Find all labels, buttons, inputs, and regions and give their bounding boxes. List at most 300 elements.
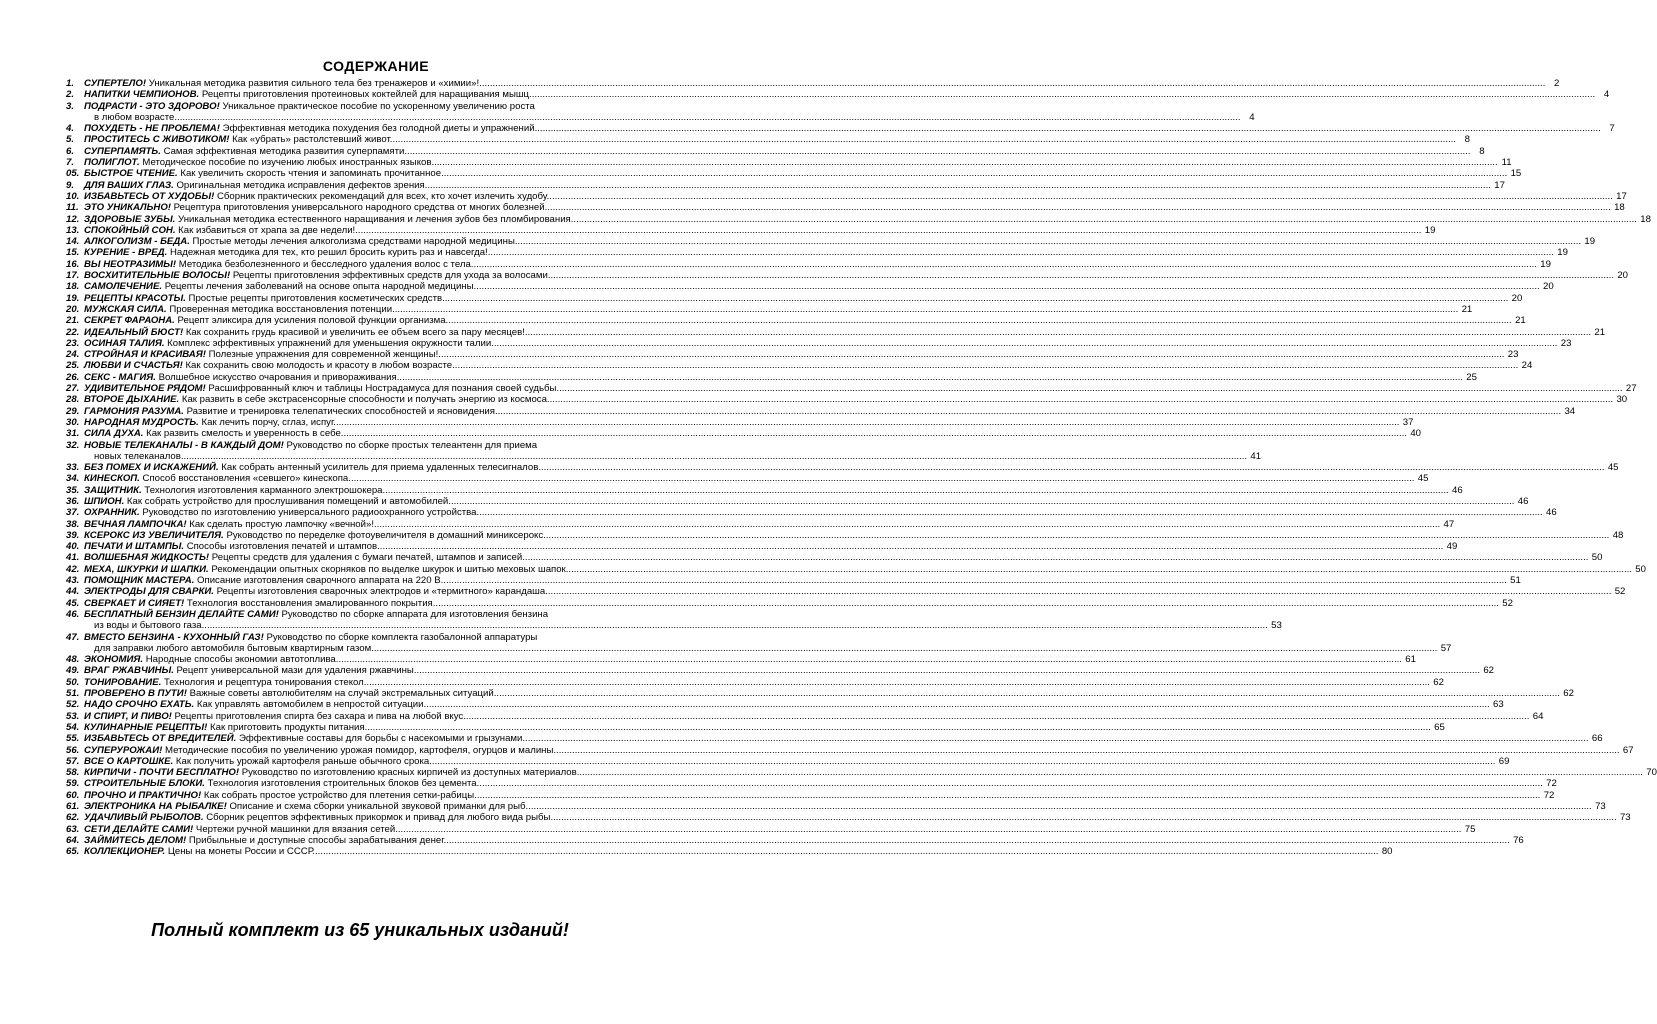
toc-entry xyxy=(66,789,1555,801)
leader-dots: ................................................................................................................................................................................................................................................................................................................................................................................................................ xyxy=(550,812,1617,824)
entry-page: 7 xyxy=(1609,123,1615,135)
leader-dots: ................................................................................................................................................................................................................................................................................................................................................................................................................ xyxy=(431,157,1498,169)
entry-description: Описание изготовления сварочного аппарата на 220 В xyxy=(197,575,441,587)
entry-number: 20. xyxy=(66,303,80,315)
entry-title: ТОНИРОВАНИЕ. xyxy=(84,676,162,688)
leader-dots: ................................................................................................................................................................................................................................................................................................................................................................................................................ xyxy=(452,360,1519,372)
entry-description: Рецепты лечения заболеваний на основе опыта народной медицины xyxy=(164,281,474,293)
entry-page: 52 xyxy=(1614,586,1626,598)
entry-title: УДИВИТЕЛЬНОЕ РЯДОМ! xyxy=(84,383,206,395)
leader-dots: ................................................................................................................................................................................................................................................................................................................................................................................................................ xyxy=(514,236,1582,248)
entry-title: ЛЮБВИ И СЧАСТЬЯ! xyxy=(84,360,183,372)
entry-number: 52. xyxy=(66,699,80,711)
entry-description: Сборник рецептов эффективных прикормок и привад для любого вида рыбы xyxy=(206,812,551,824)
entry-description: Рекомендации опытных скорняков по выделке шкурок и шитью меховых шапок xyxy=(211,563,566,575)
entry-number: 40. xyxy=(66,541,80,553)
toc-entry xyxy=(66,101,686,112)
entry-page: 47 xyxy=(1443,518,1455,530)
entry-description: Оригинальная методика исправления дефектов зрения xyxy=(176,179,425,191)
entry-number: 60. xyxy=(66,789,80,801)
entry-number: 53. xyxy=(66,710,80,722)
entry-page: 73 xyxy=(1619,812,1631,824)
entry-number: 65. xyxy=(66,846,80,858)
toc-entry xyxy=(66,665,1494,677)
toc-entry xyxy=(66,224,1436,236)
entry-number: 54. xyxy=(66,721,80,733)
entry-page: 63 xyxy=(1493,699,1504,711)
entry-description: Важные советы автолюбителям на случай экстремальных ситуаций xyxy=(189,688,494,700)
toc-entry xyxy=(66,190,1627,202)
entry-page: 24 xyxy=(1521,360,1533,372)
leader-dots: ................................................................................................................................................................................................................................................................................................................................................................................................................ xyxy=(544,202,1611,214)
entry-title: УДАЧЛИВЫЙ РЫБОЛОВ. xyxy=(84,812,204,824)
entry-number: 50. xyxy=(66,676,80,688)
entry-title: ОСИНАЯ ТАЛИЯ. xyxy=(84,337,165,349)
leader-dots: ................................................................................................................................................................................................................................................................................................................................................................................................................ xyxy=(525,801,1592,812)
leader-dots: ................................................................................................................................................................................................................................................................................................................................................................................................................ xyxy=(538,462,1605,474)
leader-dots: ................................................................................................................................................................................................................................................................................................................................................................................................................ xyxy=(546,394,1614,406)
leader-dots: ................................................................................................................................................................................................................................................................................................................................................................................................................ xyxy=(524,326,1592,338)
entry-title: МУЖСКАЯ СИЛА. xyxy=(84,303,167,315)
entry-title: ПЕЧАТИ И ШТАМПЫ. xyxy=(84,541,185,553)
toc-entry xyxy=(66,529,1624,541)
leader-dots: ................................................................................................................................................................................................................................................................................................................................................................................................................ xyxy=(423,699,1490,711)
entry-number: 15. xyxy=(66,247,80,259)
entry-number: 32. xyxy=(66,439,80,451)
entry-number: 51. xyxy=(66,688,80,700)
leader-dots: ................................................................................................................................................................................................................................................................................................................................................................................................................ xyxy=(546,190,1613,202)
entry-page: 52 xyxy=(1502,597,1513,609)
toc-entry xyxy=(66,507,1557,519)
entry-title: ЗДОРОВЫЕ ЗУБЫ. xyxy=(84,213,176,225)
entry-number: 12. xyxy=(66,213,80,225)
entry-description: Чертежи ручной машинки для вязания сетей xyxy=(195,823,396,835)
entry-page: 25 xyxy=(1466,371,1477,383)
toc-entry xyxy=(66,247,1568,259)
leader-dots: ................................................................................................................................................................................................................................................................................................................................................................................................................ xyxy=(364,721,1431,733)
entry-title: ВОСХИТИТЕЛЬНЫЕ ВОЛОСЫ! xyxy=(84,270,231,282)
toc-entry xyxy=(66,654,1416,666)
entry-description: Руководство по изготовлению универсального радиоохранного устройства xyxy=(142,507,477,519)
entry-description: Прибыльные и доступные способы зарабатывания денег xyxy=(188,834,444,846)
entry-description: Как развить смелость и уверенность в себе xyxy=(146,428,341,440)
toc-entry xyxy=(66,767,1657,779)
entry-title: ПОХУДЕТЬ - НЕ ПРОБЛЕМА! xyxy=(84,123,220,135)
entry-title: СВЕРКАЕТ И СИЯЕТ! xyxy=(84,597,185,609)
toc-entry xyxy=(66,123,1615,135)
toc-entry xyxy=(66,281,1554,293)
entry-title: ВМЕСТО БЕНЗИНА - КУХОННЫЙ ГАЗ! xyxy=(84,631,264,643)
entry-title: ЭКОНОМИЯ. xyxy=(84,654,144,666)
page-title: СОДЕРЖАНИЕ xyxy=(322,58,430,74)
entry-page: 2 xyxy=(1554,78,1560,89)
entry-description: Технология изготовления карманного электрошокера xyxy=(144,484,383,496)
entry-title: СПОКОЙНЫЙ СОН. xyxy=(84,224,176,236)
entry-title: НАПИТКИ ЧЕМПИОНОВ. xyxy=(84,89,200,101)
entry-description: Рецепты средств для удаления с бумаги печатей, штампов и записей xyxy=(211,552,523,564)
toc-entry xyxy=(66,89,1610,101)
entry-page: 67 xyxy=(1622,744,1634,756)
entry-number: 05. xyxy=(66,168,80,180)
entry-number: 16. xyxy=(66,258,80,270)
leader-dots: ................................................................................................................................................................................................................................................................................................................................................................................................................ xyxy=(348,473,1415,485)
toc-entry xyxy=(66,157,1512,169)
entry-description: Как управлять автомобилем в непростой ситуации xyxy=(196,699,424,711)
entry-description: Сборник практических рекомендаций для всех, кто хочет излечить худобу xyxy=(217,190,547,202)
toc-entry xyxy=(66,541,1458,553)
entry-number: 45. xyxy=(66,597,80,609)
entry-description: Эффективные составы для борьбы с насекомыми и грызунами xyxy=(238,733,523,745)
entry-page: 50 xyxy=(1635,563,1646,575)
leader-dots: ................................................................................................................................................................................................................................................................................................................................................................................................................ xyxy=(438,349,1505,361)
entry-number: 34. xyxy=(66,473,80,485)
entry-title: ЭЛЕКТРОНИКА НА РЫБАЛКЕ! xyxy=(84,801,227,812)
leader-dots: ................................................................................................................................................................................................................................................................................................................................................................................................................ xyxy=(565,563,1632,575)
leader-dots: ................................................................................................................................................................................................................................................................................................................................................................................................................ xyxy=(404,145,1471,157)
entry-number: 64. xyxy=(66,834,80,846)
leader-dots: ................................................................................................................................................................................................................................................................................................................................................................................................................ xyxy=(443,834,1510,846)
leader-dots: ................................................................................................................................................................................................................................................................................................................................................................................................................ xyxy=(174,111,1241,123)
entry-page: 17 xyxy=(1616,190,1627,202)
leader-dots: ................................................................................................................................................................................................................................................................................................................................................................................................................ xyxy=(335,654,1402,666)
leader-dots: ................................................................................................................................................................................................................................................................................................................................................................................................................ xyxy=(396,371,1463,383)
toc-entry xyxy=(66,473,1429,485)
entry-page: 23 xyxy=(1560,337,1572,349)
toc-entry xyxy=(66,394,1628,406)
toc-entry xyxy=(66,721,1445,733)
entry-description: Волшебное искусство очарования и привораживания xyxy=(158,371,397,383)
entry-page: 45 xyxy=(1417,473,1429,485)
entry-page: 64 xyxy=(1532,710,1544,722)
entry-number: 25. xyxy=(66,360,80,372)
entry-description: Руководство по переделке фотоувеличителя в домашний миниксерокс xyxy=(226,529,544,541)
toc-entry xyxy=(66,518,1455,530)
entry-page: 72 xyxy=(1543,789,1555,801)
leader-dots: ................................................................................................................................................................................................................................................................................................................................................................................................................ xyxy=(543,529,1610,541)
leader-dots: ................................................................................................................................................................................................................................................................................................................................................................................................................ xyxy=(463,710,1530,722)
leader-dots: ................................................................................................................................................................................................................................................................................................................................................................................................................ xyxy=(371,642,1438,654)
entry-page: 19 xyxy=(1584,236,1596,248)
entry-page: 57 xyxy=(1440,642,1452,654)
entry-page: 34 xyxy=(1564,405,1576,417)
entry-page: 80 xyxy=(1381,846,1393,858)
leader-dots: ................................................................................................................................................................................................................................................................................................................................................................................................................ xyxy=(201,620,1268,632)
entry-page: 15 xyxy=(1510,168,1522,180)
entry-description-continued: для заправки любого автомобиля бытовым квартирным газом xyxy=(94,642,372,654)
entry-page: 23 xyxy=(1507,349,1519,361)
entry-description: Как получить урожай картофеля раньше обычного срока xyxy=(175,755,430,767)
entry-number: 1. xyxy=(66,78,75,89)
leader-dots: ................................................................................................................................................................................................................................................................................................................................................................................................................ xyxy=(312,846,1379,858)
entry-description: Технология изготовления строительных блоков без цемента xyxy=(207,778,477,790)
toc-entry xyxy=(66,405,1576,417)
leader-dots: ................................................................................................................................................................................................................................................................................................................................................................................................................ xyxy=(340,428,1407,440)
entry-number: 22. xyxy=(66,326,80,338)
entry-title: РЕЦЕПТЫ КРАСОТЫ. xyxy=(84,292,186,304)
entry-number: 10. xyxy=(66,190,80,202)
entry-title: КУРЕНИЕ - ВРЕД. xyxy=(84,247,168,259)
entry-description: Надежная методика для тех, кто решил бросить курить раз и навсегда! xyxy=(169,247,488,259)
entry-number: 30. xyxy=(66,416,80,428)
entry-description: Как собрать устройство для прослушивания помещений и автомобилей xyxy=(126,495,449,507)
entry-title: ЭЛЕКТРОДЫ ДЛЯ СВАРКИ. xyxy=(84,586,214,598)
entry-description-continued: в любом возрасте xyxy=(94,111,175,123)
entry-title: ЗАЩИТНИК. xyxy=(84,484,142,496)
entry-number: 59. xyxy=(66,778,80,790)
entry-description: Рецепт универсальной мази для удаления ржавчины xyxy=(176,665,414,677)
entry-title: КИНЕСКОП. xyxy=(84,473,140,485)
entry-number: 17. xyxy=(66,270,80,282)
toc-entry xyxy=(66,383,1637,395)
entry-description: Рецепты изготовления сварочных электродов и «термитного» карандаша xyxy=(216,586,546,598)
entry-title: КСЕРОКС ИЗ УВЕЛИЧИТЕЛЯ. xyxy=(84,529,224,541)
entry-page: 70 xyxy=(1646,767,1657,779)
leader-dots: ................................................................................................................................................................................................................................................................................................................................................................................................................ xyxy=(432,597,1499,609)
entry-number: 46. xyxy=(66,608,80,620)
leader-dots: ................................................................................................................................................................................................................................................................................................................................................................................................................ xyxy=(576,767,1643,779)
entry-number: 49. xyxy=(66,665,80,677)
entry-page: 21 xyxy=(1515,315,1526,327)
entry-description-continued: из воды и бытового газа xyxy=(94,620,202,632)
leader-dots: ................................................................................................................................................................................................................................................................................................................................................................................................................ xyxy=(522,552,1589,564)
entry-page: 72 xyxy=(1546,778,1557,790)
entry-page: 50 xyxy=(1591,552,1603,564)
leader-dots: ................................................................................................................................................................................................................................................................................................................................................................................................................ xyxy=(545,586,1612,598)
toc-entry xyxy=(66,632,686,643)
entry-title: ЭТО УНИКАЛЬНО! xyxy=(84,202,171,214)
toc-entry xyxy=(66,744,1634,756)
entry-title: И СПИРТ, И ПИВО! xyxy=(84,710,172,722)
entry-page: 51 xyxy=(1510,575,1521,587)
entry-description: Как собрать простое устройство для плетения сетки-рабицы xyxy=(203,789,475,801)
toc-entry xyxy=(66,597,1513,609)
leader-dots: ................................................................................................................................................................................................................................................................................................................................................................................................................ xyxy=(491,337,1558,349)
entry-title: ШПИОН. xyxy=(84,495,125,507)
toc-entry xyxy=(66,213,1651,225)
toc-entry xyxy=(66,710,1544,722)
toc-entry xyxy=(66,778,1557,790)
entry-number: 14. xyxy=(66,236,80,248)
toc-entry-continuation xyxy=(66,620,1282,632)
entry-page: 20 xyxy=(1543,281,1554,293)
entry-description: Рецепты приготовления эффективных средств для ухода за волосами xyxy=(232,270,548,282)
entry-description: Руководство по изготовлению красных кирпичей из доступных материалов xyxy=(241,767,577,779)
entry-title: ИДЕАЛЬНЫЙ БЮСТ! xyxy=(84,326,184,338)
entry-description: Как собрать антенный усилитель для приема удаленных телесигналов xyxy=(221,462,539,474)
toc-entry xyxy=(66,586,1626,598)
entry-number: 11. xyxy=(66,202,79,214)
entry-title: ДЛЯ ВАШИХ ГЛАЗ. xyxy=(84,179,174,191)
entry-title: БЫСТРОЕ ЧТЕНИЕ. xyxy=(84,168,178,180)
entry-number: 57. xyxy=(66,755,80,767)
entry-number: 28. xyxy=(66,394,80,406)
entry-description: Как сохранить грудь красивой и увеличить ее объем всего за пару месяцев! xyxy=(185,326,525,338)
entry-title: ВОЛШЕБНАЯ ЖИДКОСТЬ! xyxy=(84,552,210,564)
entry-page: 21 xyxy=(1461,303,1473,315)
leader-dots: ................................................................................................................................................................................................................................................................................................................................................................................................................ xyxy=(473,281,1540,293)
entry-description: Способы изготовления печатей и штампов xyxy=(186,541,378,553)
leader-dots: ................................................................................................................................................................................................................................................................................................................................................................................................................ xyxy=(529,89,1596,101)
leader-dots: ................................................................................................................................................................................................................................................................................................................................................................................................................ xyxy=(429,755,1496,767)
entry-title: АЛКОГОЛИЗМ - БЕДА. xyxy=(84,236,190,248)
toc-entry xyxy=(66,609,686,620)
entry-description: Технология восстановления эмалированного покрытия xyxy=(186,597,433,609)
entry-description: Технология и рецептура тонирования стекол xyxy=(163,676,364,688)
leader-dots: ................................................................................................................................................................................................................................................................................................................................................................................................................ xyxy=(389,134,1456,146)
leader-dots: ................................................................................................................................................................................................................................................................................................................................................................................................................ xyxy=(373,518,1441,530)
entry-title: ВЕЧНАЯ ЛАМПОЧКА! xyxy=(84,518,187,530)
entry-page: 19 xyxy=(1557,247,1568,259)
entry-page: 18 xyxy=(1614,202,1625,214)
entry-title: ПОМОЩНИК МАСТЕРА. xyxy=(84,575,195,587)
leader-dots: ................................................................................................................................................................................................................................................................................................................................................................................................................ xyxy=(424,179,1491,191)
toc-entry xyxy=(66,145,1485,157)
entry-title: ИЗБАВЬТЕСЬ ОТ ВРЕДИТЕЛЕЙ. xyxy=(84,733,237,745)
entry-description: Рецепты приготовления спирта без сахара и пива на любой вкус xyxy=(174,710,464,722)
entry-page: 40 xyxy=(1410,428,1421,440)
leader-dots: ................................................................................................................................................................................................................................................................................................................................................................................................................ xyxy=(570,213,1637,225)
leader-dots: ................................................................................................................................................................................................................................................................................................................................................................................................................ xyxy=(547,270,1614,282)
toc-entry xyxy=(66,416,1414,428)
entry-number: 37. xyxy=(66,507,80,519)
entry-page: 61 xyxy=(1405,654,1416,666)
entry-page: 4 xyxy=(1603,89,1610,101)
entry-number: 3. xyxy=(66,100,75,112)
entry-page: 21 xyxy=(1594,326,1606,338)
entry-description: Рецепт эликсира для усиления половой функции организма xyxy=(177,315,446,327)
entry-page: 45 xyxy=(1607,462,1619,474)
entry-title: ПРОВЕРЕНО В ПУТИ! xyxy=(84,688,187,700)
entry-description: Как приготовить продукты питания xyxy=(210,721,365,733)
entry-description: Уникальная методика развития сильного тела без тренажеров и «химии»! xyxy=(148,78,480,89)
entry-number: 58. xyxy=(66,767,80,779)
entry-page: 69 xyxy=(1498,755,1510,767)
toc-entry xyxy=(66,563,1646,575)
entry-title: СТРОИТЕЛЬНЫЕ БЛОКИ. xyxy=(84,778,205,790)
entry-page: 8 xyxy=(1479,145,1485,157)
entry-number: 18. xyxy=(66,281,80,293)
leader-dots: ................................................................................................................................................................................................................................................................................................................................................................................................................ xyxy=(392,303,1459,315)
entry-title: СЕКС - МАГИЯ. xyxy=(84,371,156,383)
entry-description: Народные способы экономии автотоплива xyxy=(145,654,336,666)
entry-title: ИЗБАВЬТЕСЬ ОТ ХУДОБЫ! xyxy=(84,190,215,202)
toc-entry xyxy=(66,134,1470,146)
entry-title: СИЛА ДУХА. xyxy=(84,428,144,440)
entry-description: Методика безболезненного и бесследного удаления волос с тела xyxy=(178,258,471,270)
entry-description: Уникальное практическое пособие по ускоренному увеличению роста xyxy=(222,100,535,112)
entry-description: Самая эффективная методика развития суперпамяти xyxy=(163,145,405,157)
entry-description: Методические пособия по увеличению урожая помидор, картофеля, огурцов и малины xyxy=(164,744,554,756)
leader-dots: ................................................................................................................................................................................................................................................................................................................................................................................................................ xyxy=(442,292,1509,304)
entry-page: 19 xyxy=(1540,258,1551,270)
entry-number: 33. xyxy=(66,462,80,474)
toc-entry xyxy=(66,371,1477,383)
entry-number: 4. xyxy=(66,123,75,135)
entry-description: Методическое пособие по изучению любых иностранных языков xyxy=(142,157,432,169)
entry-number: 36. xyxy=(66,495,80,507)
entry-page: 17 xyxy=(1494,179,1505,191)
leader-dots: ................................................................................................................................................................................................................................................................................................................................................................................................................ xyxy=(553,744,1620,756)
entry-number: 55. xyxy=(66,733,80,745)
entry-number: 44. xyxy=(66,586,80,598)
entry-number: 29. xyxy=(66,405,80,417)
entry-number: 13. xyxy=(66,224,80,236)
toc-entry xyxy=(66,462,1619,474)
entry-title: НАРОДНАЯ МУДРОСТЬ. xyxy=(84,416,199,428)
toc-entry xyxy=(66,258,1551,270)
entry-number: 26. xyxy=(66,371,80,383)
toc-entry xyxy=(66,495,1529,507)
toc-entry xyxy=(66,484,1463,496)
entry-description: Эффективная методика похудения без голодной диеты и упражнений xyxy=(222,123,535,135)
entry-title: ЗАЙМИТЕСЬ ДЕЛОМ! xyxy=(84,834,187,846)
entry-page: 49 xyxy=(1446,541,1458,553)
toc-entry xyxy=(66,303,1473,315)
entry-number: 9. xyxy=(66,179,75,191)
entry-title: БЕЗ ПОМЕХ И ИСКАЖЕНИЙ. xyxy=(84,462,219,474)
leader-dots: ................................................................................................................................................................................................................................................................................................................................................................................................................ xyxy=(534,123,1601,135)
entry-page: 66 xyxy=(1591,733,1603,745)
entry-description: Рецептура приготовления универсального народного средства от многих болезней xyxy=(173,202,545,214)
entry-description: Полезные упражнения для современной женщины! xyxy=(208,349,439,361)
entry-title: НАДО СРОЧНО ЕХАТЬ. xyxy=(84,699,195,711)
entry-number: 35. xyxy=(66,484,80,496)
entry-description: Как развить в себе экстрасенсорные способности и получать энергию из космоса xyxy=(181,394,547,406)
entry-description: Как «убрать» растолстевший живот xyxy=(232,134,390,146)
entry-description: Простые методы лечения алкоголизма средствами народной медицины xyxy=(192,236,515,248)
entry-page: 11 xyxy=(1501,157,1512,169)
leader-dots: ................................................................................................................................................................................................................................................................................................................................................................................................................ xyxy=(476,507,1543,519)
entry-number: 27. xyxy=(66,383,80,395)
entry-page: 18 xyxy=(1640,213,1651,225)
leader-dots: ................................................................................................................................................................................................................................................................................................................................................................................................................ xyxy=(479,78,1546,89)
entry-number: 24. xyxy=(66,349,80,361)
entry-title: СУПЕРПАМЯТЬ. xyxy=(84,145,161,157)
entry-title: СУПЕРТЕЛО! xyxy=(84,78,147,89)
leader-dots: ................................................................................................................................................................................................................................................................................................................................................................................................................ xyxy=(448,495,1515,507)
leader-dots: ................................................................................................................................................................................................................................................................................................................................................................................................................ xyxy=(382,484,1449,496)
entry-page: 75 xyxy=(1464,823,1476,835)
entry-title: ОХРАННИК. xyxy=(84,507,140,519)
entry-description: Уникальная методика естественного наращивания и лечения зубов без пломбирования xyxy=(178,213,571,225)
toc-entry xyxy=(66,236,1596,248)
entry-number: 56. xyxy=(66,744,80,756)
entry-description: Описание и схема сборки уникальной звуковой приманки для рыб xyxy=(229,801,526,812)
leader-dots: ................................................................................................................................................................................................................................................................................................................................................................................................................ xyxy=(522,733,1589,745)
entry-page: 20 xyxy=(1617,270,1628,282)
toc-entry xyxy=(66,360,1533,372)
entry-description: Как сохранить свою молодость и красоту в любом возрасте xyxy=(185,360,453,372)
entry-description: Расшифрованный ключ и таблицы Нострадамуса для познания своей судьбы xyxy=(208,383,557,395)
leader-dots: ................................................................................................................................................................................................................................................................................................................................................................................................................ xyxy=(487,247,1554,259)
entry-number: 21. xyxy=(66,315,80,327)
leader-dots: ................................................................................................................................................................................................................................................................................................................................................................................................................ xyxy=(441,168,1508,180)
entry-number: 2. xyxy=(66,89,75,101)
entry-description: Как избавиться от храпа за две недели! xyxy=(178,224,356,236)
leader-dots: ................................................................................................................................................................................................................................................................................................................................................................................................................ xyxy=(445,315,1512,327)
entry-number: 38. xyxy=(66,518,80,530)
entry-page: 27 xyxy=(1625,383,1637,395)
leader-dots: ................................................................................................................................................................................................................................................................................................................................................................................................................ xyxy=(355,224,1422,236)
toc-list xyxy=(66,78,1657,858)
entry-page: 4 xyxy=(1249,111,1255,123)
toc-entry-continuation xyxy=(66,642,1452,654)
entry-page: 20 xyxy=(1511,292,1523,304)
entry-number: 5. xyxy=(66,134,75,146)
entry-page: 37 xyxy=(1402,416,1414,428)
entry-page: 46 xyxy=(1545,507,1557,519)
entry-number: 42. xyxy=(66,563,80,575)
